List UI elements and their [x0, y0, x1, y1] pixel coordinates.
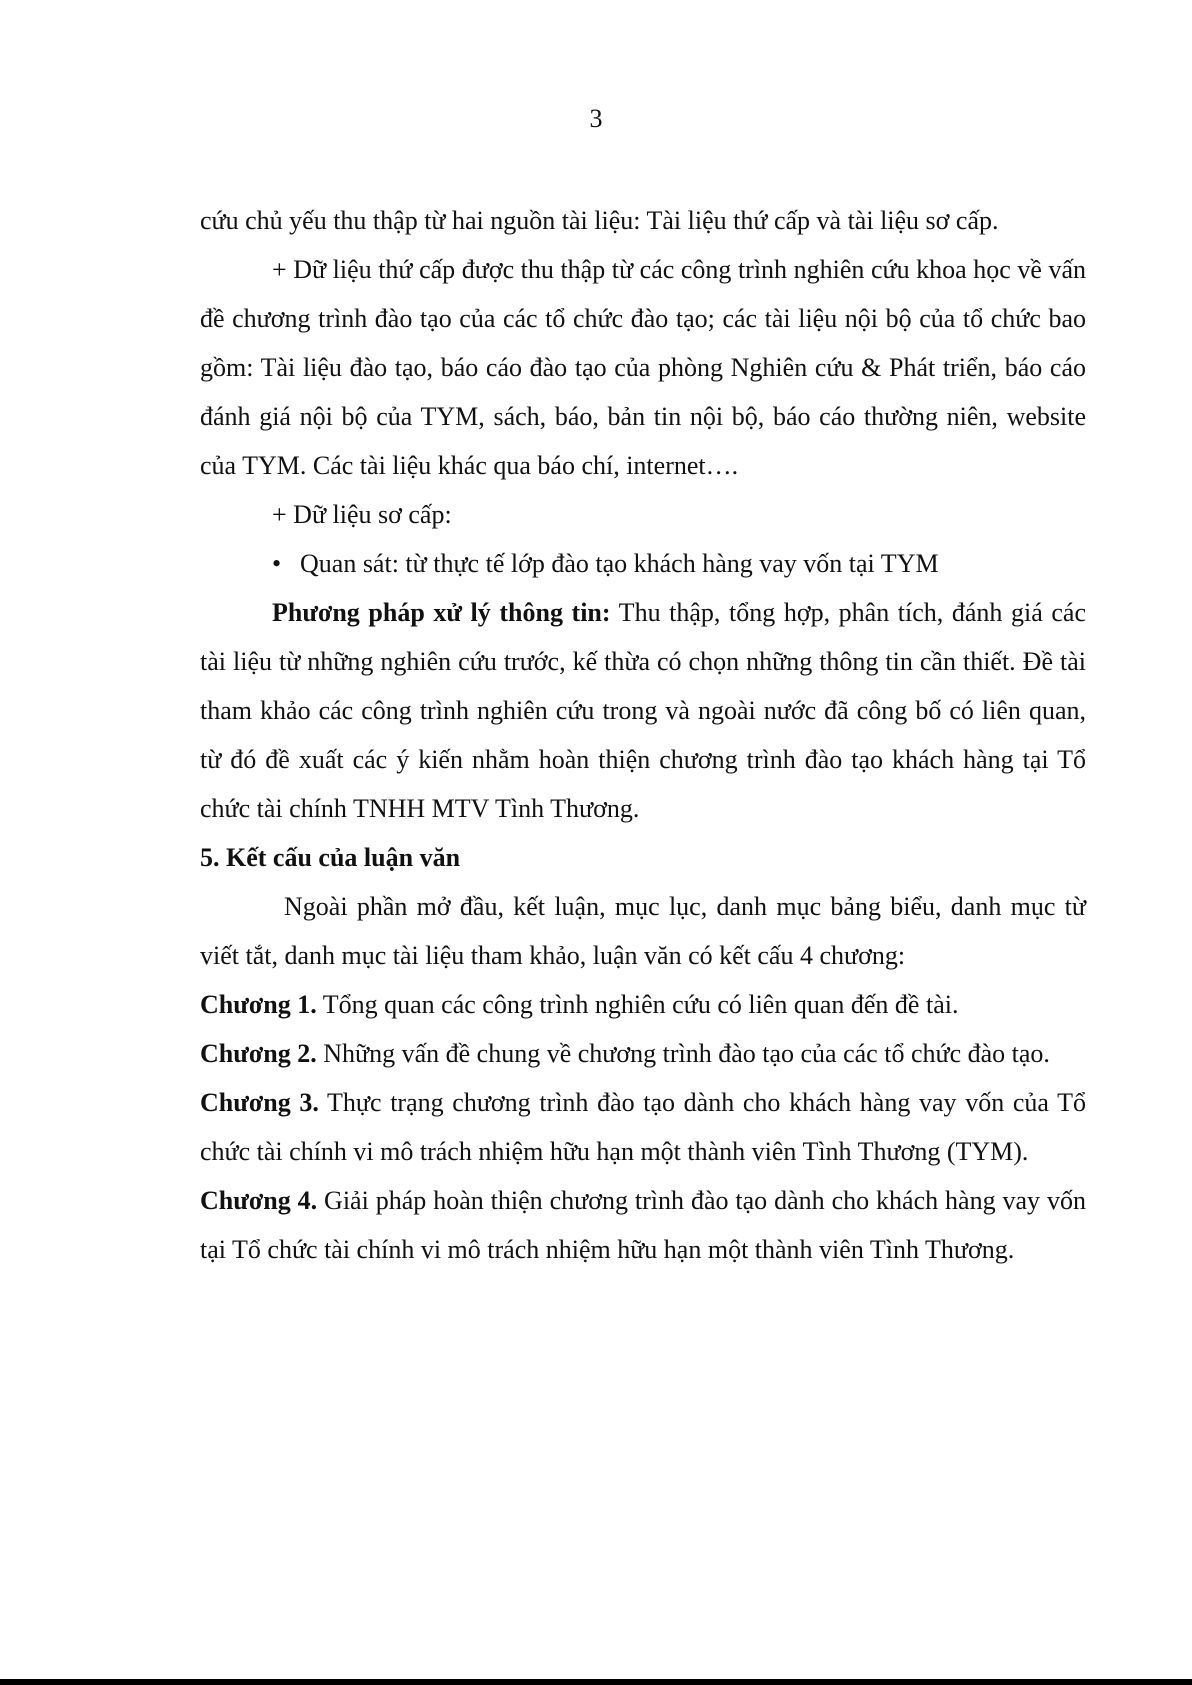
- chapter-item: [200, 1176, 1086, 1274]
- page-bottom-border: [0, 1679, 1192, 1685]
- section-heading: 5. Kết cấu của luận văn: [200, 843, 461, 872]
- bullet-item-observation: [200, 539, 1086, 588]
- paragraph-sources-intro: cứu chủ yếu thu thập từ hai nguồn tài liệu: Tài liệu thứ cấp và tài liệu sơ cấp.: [200, 206, 999, 235]
- bullet-icon: •: [272, 549, 282, 578]
- processing-method-label: Phương pháp xử lý thông tin:: [272, 598, 611, 627]
- paragraph-secondary-data: + Dữ liệu thứ cấp được thu thập từ các công trình nghiên cứu khoa học về vấn đề chương trình đào tạo của các tổ chức đào tạo; các tài liệu nội bộ của tổ chức bao gồm: Tài liệu đào tạo, báo cáo đào tạo của phòng Nghiên cứu & Phát triển, báo cáo đánh giá nội bộ của TYM, sách, báo, bản tin nội bộ, báo cáo thường niên, website của TYM. Các tài liệu khác qua báo chí, internet….: [200, 255, 1086, 480]
- bullet-item-text: Quan sát: từ thực tế lớp đào tạo khách hàng vay vốn tại TYM: [300, 549, 939, 578]
- chapter-text: Tổng quan các công trình nghiên cứu có liên quan đến đề tài.: [316, 990, 959, 1019]
- paragraph-processing-method: [200, 588, 1086, 833]
- chapter-label: Chương 2.: [200, 1039, 317, 1068]
- chapter-item: [200, 1029, 1086, 1078]
- chapter-label: Chương 3.: [200, 1088, 319, 1117]
- document-body: [200, 196, 1086, 1274]
- paragraph-structure-intro: Ngoài phần mở đầu, kết luận, mục lục, danh mục bảng biểu, danh mục từ viết tắt, danh mục tài liệu tham khảo, luận văn có kết cấu 4 chương:: [200, 892, 1086, 970]
- page-number: 3: [589, 104, 603, 133]
- chapter-text: Giải pháp hoàn thiện chương trình đào tạo dành cho khách hàng vay vốn tại Tổ chức tài chính vi mô trách nhiệm hữu hạn một thành viên Tình Thương.: [200, 1186, 1086, 1264]
- chapter-item: [200, 980, 1086, 1029]
- processing-method-text: Thu thập, tổng hợp, phân tích, đánh giá các tài liệu từ những nghiên cứu trước, kế thừa có chọn những thông tin cần thiết. Đề tài tham khảo các công trình nghiên cứu trong và ngoài nước đã công bố có liên quan, từ đó đề xuất các ý kiến nhằm hoàn thiện chương trình đào tạo khách hàng tại Tổ chức tài chính TNHH MTV Tình Thương.: [200, 598, 1086, 823]
- chapter-text: Thực trạng chương trình đào tạo dành cho khách hàng vay vốn của Tổ chức tài chính vi mô trách nhiệm hữu hạn một thành viên Tình Thương (TYM).: [200, 1088, 1086, 1166]
- chapter-item: [200, 1078, 1086, 1176]
- chapter-text: Những vấn đề chung về chương trình đào tạo của các tổ chức đào tạo.: [316, 1039, 1050, 1068]
- chapter-label: Chương 4.: [200, 1186, 318, 1215]
- chapter-label: Chương 1.: [200, 990, 317, 1019]
- paragraph-primary-data: + Dữ liệu sơ cấp:: [272, 500, 452, 529]
